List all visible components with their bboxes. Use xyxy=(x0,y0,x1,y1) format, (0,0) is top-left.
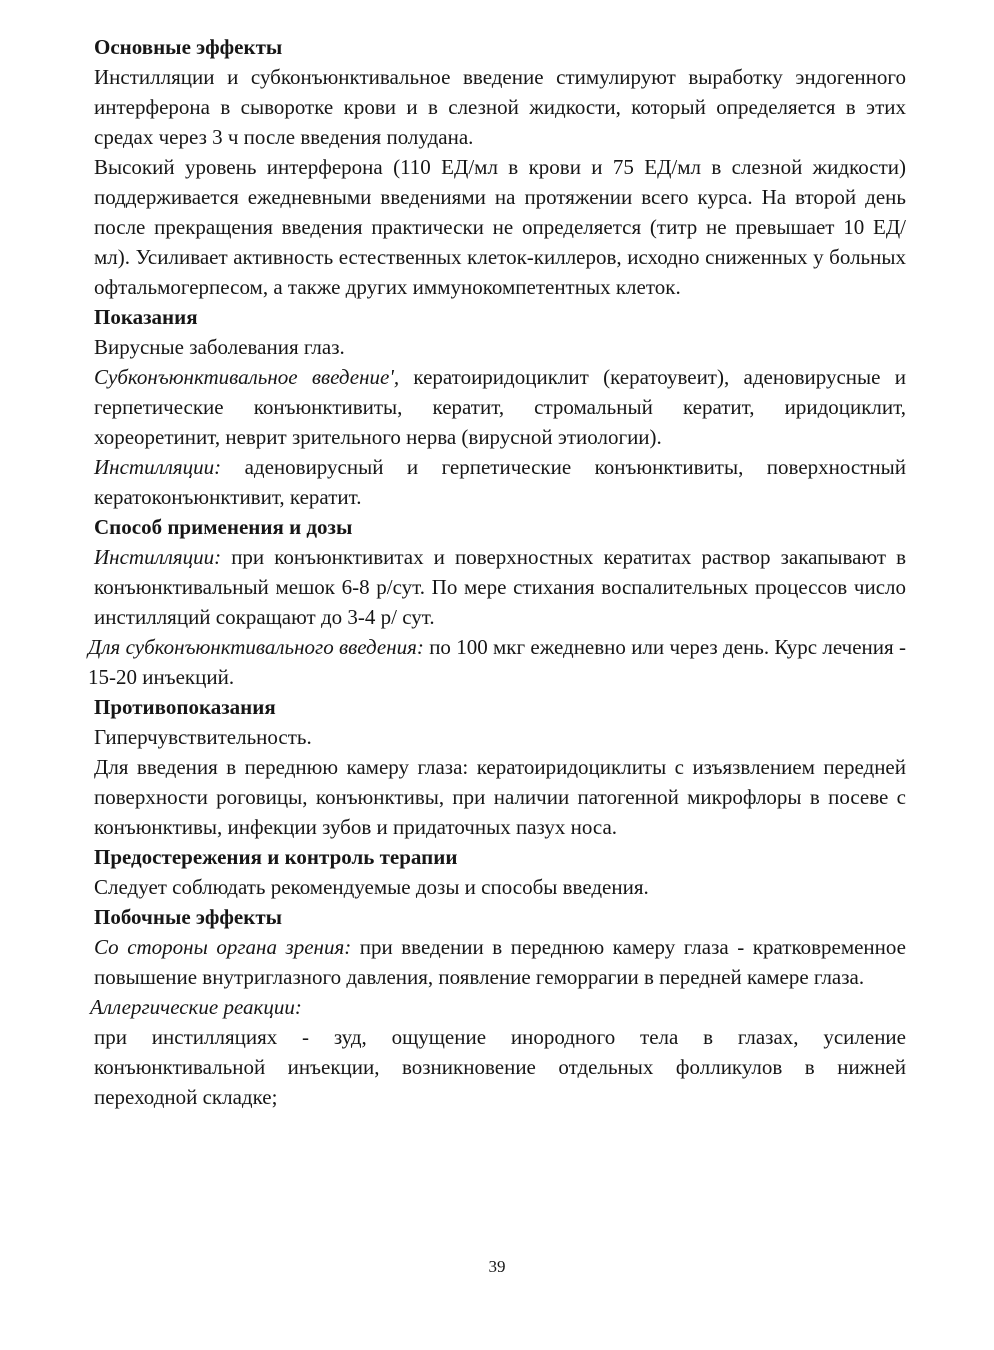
indications-paragraph-2 xyxy=(88,362,906,452)
heading-dosage: Способ применения и дозы xyxy=(94,515,353,539)
heading-contraindications: Противопоказания xyxy=(94,695,276,719)
heading-precautions: Предостережения и контроль терапии xyxy=(94,845,458,869)
page-number: 39 xyxy=(488,1257,506,1276)
side-effects-eye-label: Со стороны органа зрения: xyxy=(94,935,352,959)
heading-side-effects: Побочные эффекты xyxy=(94,905,283,929)
heading-indications: Показания xyxy=(94,305,198,329)
effects-paragraph-2: Высокий уровень интерферона (110 ЕД/мл в крови и 75 ЕД/мл в слезной жидкости) поддерживается ежедневными введениями на протяжении всего курса. На второй день после прекращения введения практически не определяется (титр не превышает 10 ЕД/мл). Усиливает активность естественных клеток-киллеров, исходно сниженных у больных офтальмогерпесом, а также других иммунокомпетентных клеток. xyxy=(94,155,906,299)
dosage-instillation-text: при конъюнктивитах и поверхностных кератитах раствор закапывают в конъюнктивальный мешок 6-8 р/сут. По мере стихания воспалительных процессов число инстилляций сокращают до 3-4 р/ сут. xyxy=(94,545,906,629)
indications-paragraph-3 xyxy=(88,452,906,512)
document-page xyxy=(88,32,906,1112)
dosage-subconjunctival-text: по 100 мкг ежедневно или через день. Курс лечения - 15-20 инъекций. xyxy=(88,635,906,689)
side-effects-allergic-subheading: Аллергические реакции: xyxy=(90,995,302,1019)
indications-subconjunctival-label: Субконъюнктивальное введение', xyxy=(94,365,400,389)
contraindications-paragraph-2: Для введения в переднюю камеру глаза: кератоиридоциклиты с изъязвлением передней поверхности роговицы, конъюнктивы, при наличии патогенной микрофлоры в посеве с конъюнктивы, инфекции зубов и придаточных пазух носа. xyxy=(94,755,906,839)
indications-instillation-text: аденовирусный и герпетические конъюнктивиты, поверхностный кератоконъюнктивит, кератит. xyxy=(94,455,906,509)
effects-paragraph-1: Инстилляции и субконъюнктивальное введение стимулируют выработку эндогенного интерферона в сыворотке крови и в слезной жидкости, который определяется в этих средах через 3 ч после введения полудана. xyxy=(94,65,906,149)
dosage-subconjunctival-label: Для субконъюнктивального введения: xyxy=(88,635,424,659)
indications-paragraph-1: Вирусные заболевания глаз. xyxy=(94,335,345,359)
indications-instillation-label: Инстилляции: xyxy=(94,455,222,479)
dosage-instillation-label: Инстилляции: xyxy=(94,545,222,569)
side-effects-paragraph-1 xyxy=(88,932,906,992)
precautions-paragraph-1: Следует соблюдать рекомендуемые дозы и способы введения. xyxy=(94,875,649,899)
side-effects-paragraph-3: при инстилляциях - зуд, ощущение инородного тела в глазах, усиление конъюнктивальной инъекции, возникновение отдельных фолликулов в нижней переходной складке; xyxy=(94,1025,906,1109)
dosage-paragraph-1 xyxy=(88,542,906,632)
heading-main-effects: Основные эффекты xyxy=(94,35,283,59)
contraindications-paragraph-1: Гиперчувствительность. xyxy=(94,725,312,749)
dosage-paragraph-2 xyxy=(88,632,906,692)
side-effects-eye-text: при введении в переднюю камеру глаза - кратковременное повышение внутриглазного давления, появление геморрагии в передней камере глаза. xyxy=(94,935,906,989)
indications-subconjunctival-text: кератоиридоциклит (кератоувеит), аденовирусные и герпетические конъюнктивиты, кератит, стромальный кератит, иридоциклит, хореоретинит, неврит зрительного нерва (вирусной этиологии). xyxy=(94,365,906,449)
